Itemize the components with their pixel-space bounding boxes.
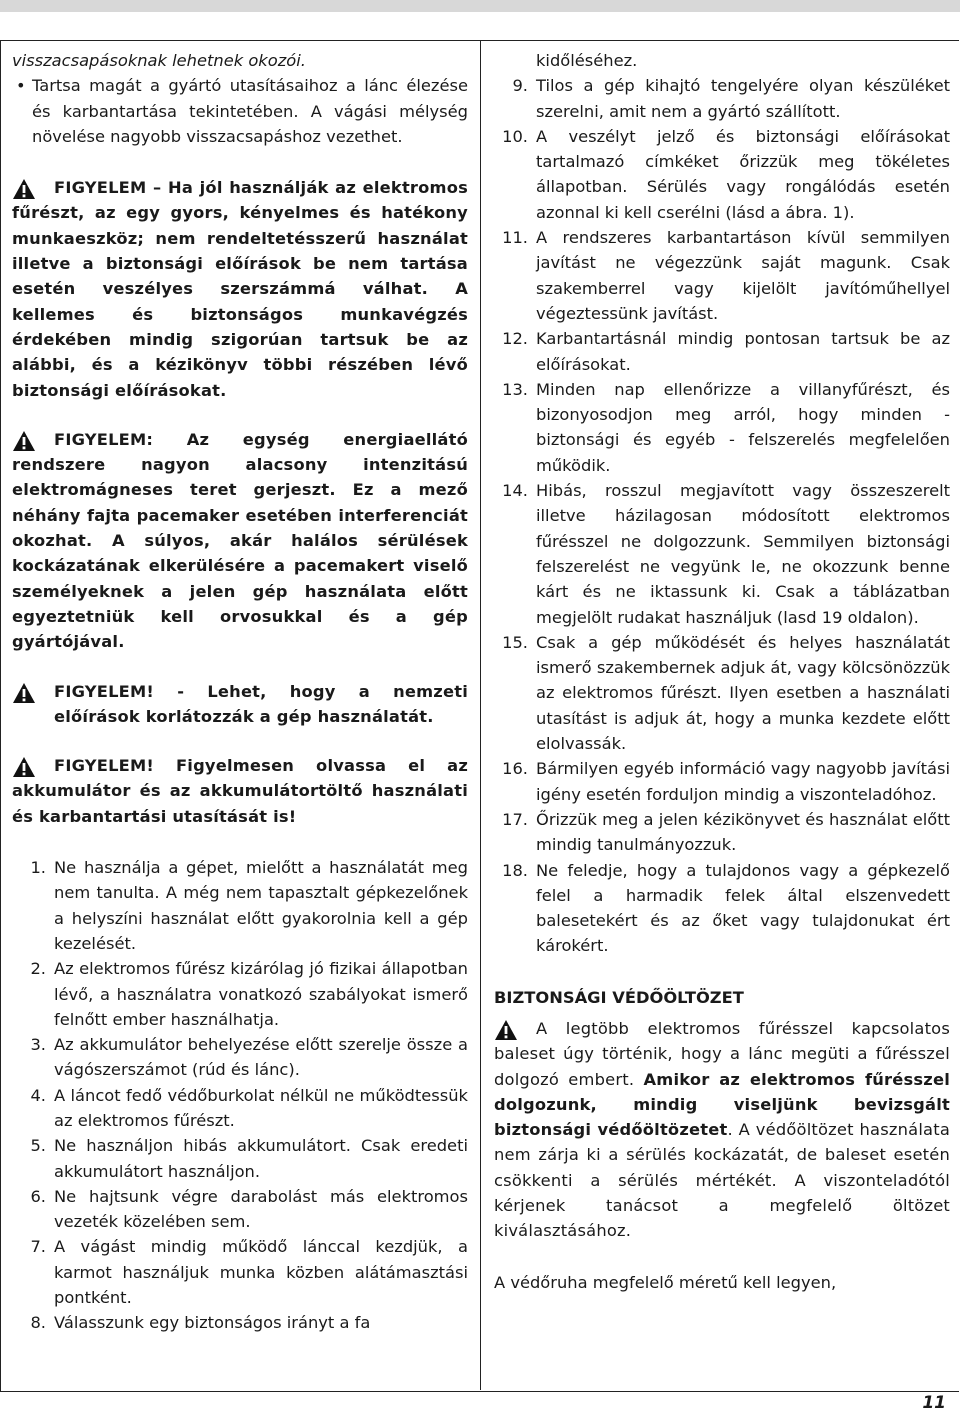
list-item bbox=[12, 1234, 468, 1310]
section-p1-normal: A legtöbb elektromos fűrésszel kapcsolatos baleset úgy történik, hogy a lánc megüti a fűrésszel dolgozó embert. bbox=[494, 1018, 950, 1089]
list-item bbox=[494, 377, 950, 478]
list-item-number: 7. bbox=[30, 1237, 46, 1257]
list-item bbox=[494, 326, 950, 377]
warning-national-rules bbox=[12, 679, 468, 730]
list-item-number: 1. bbox=[30, 858, 46, 878]
bullet-chain-sharpening: • Tartsa magát a gyártó utasításaihoz a lánc élezése és karbantartása tekintetében. A vágási mélység növelése nagyobb visszacsapáshoz vezethet. bbox=[12, 73, 468, 149]
safety-rules-list-left bbox=[12, 855, 468, 1336]
list-item-text: Őrizzük meg a jelen kézikönyvet és használat előtt mindig tanulmányozzuk. bbox=[536, 809, 950, 855]
warning-icon bbox=[12, 682, 36, 704]
section-p1-bold: Amikor az elektromos fűrésszel dolgozunk, mindig viseljünk bevizsgált biztonsági védőöltözetet bbox=[494, 1069, 951, 1140]
list-item-text: Minden nap ellenőrizze a villanyfűrészt, és bizonyosodjon meg arról, hogy minden - biztonsági és egyéb - felszerelés megfelelően működik. bbox=[536, 379, 950, 475]
list-item-number: 10. bbox=[502, 126, 528, 146]
list-item-text: Ne használja a gépet, mielőtt a használatát meg nem tanulta. A még nem tapasztalt gépkezelőnek a helyszíni használat előtt gyakorolnia kell a gép kezelését. bbox=[54, 858, 468, 953]
list-item bbox=[12, 1133, 468, 1184]
list-item-number: 15. bbox=[502, 632, 528, 652]
list-item-number: 3. bbox=[30, 1035, 46, 1055]
list-item bbox=[494, 630, 950, 756]
warning-general-text: FIGYELEM – Ha jól használják az elektromos fűrészt, az egy gyors, kényelmes és hatékony munkaeszköz; nem rendeltetésszerű használat illetve a biztonsági előírások be nem tartása esetén veszélyes szerszámmá válhat. A kellemes és biztonságos munkavégzés érdekében mindig szigorúan tartsuk be az alábbi, és a kézikönyv többi részében lévő biztonsági előírásokat. bbox=[12, 178, 468, 400]
list-item bbox=[494, 73, 950, 124]
list-item bbox=[494, 478, 950, 630]
list-item-text: Karbantartásnál mindig pontosan tartsuk be az előírásokat. bbox=[536, 329, 950, 374]
list-item-number: 11. bbox=[502, 228, 528, 248]
list-item-text: Az akkumulátor behelyezése előtt szerelje össze a vágószerszámot (rúd és lánc). bbox=[54, 1035, 468, 1080]
list-item bbox=[12, 956, 468, 1032]
list-item bbox=[12, 1032, 468, 1083]
list-item-text: Az elektromos fűrész kizárólag jó fizikai állapotban lévő, a használatra vonatkozó szabályokat ismerő felnőtt ember használhatja. bbox=[54, 959, 468, 1029]
list-continuation: kidőléséhez. bbox=[536, 51, 638, 70]
list-item-number: 14. bbox=[502, 481, 528, 501]
list-item-text: Tilos a gép kihajtó tengelyére olyan készüléket szerelni, amit nem a gyártó szállított. bbox=[536, 76, 950, 121]
warning-pacemaker bbox=[12, 427, 468, 655]
list-item-text: Ne hajtsunk végre darabolást más elektromos vezeték közelében sem. bbox=[54, 1186, 468, 1232]
list-item bbox=[12, 1310, 468, 1335]
section-p1-tail: . A védőöltözet használata nem zárja ki a sérülés kockázatát, de baleset esetén csökkenti a sérülés mértékét. A viszonteladótól kérjenek tanácsot a megfelelő öltözet kiválasztásához. bbox=[494, 1120, 950, 1241]
warning-pacemaker-text: FIGYELEM: Az egység energiaellátó rendszere nagyon alacsony intenzitású elektromágneses teret gerjeszt. Ez a mező néhány fajta pacemaker esetében interferenciát okozhat. A súlyos, akár halálos sérülések kockázatának elkerülésére a pacemakert viselő személyeknek a jelen gép használata előtt egyeztetniük kell orvosukkal és a gép gyártójával. bbox=[12, 429, 468, 652]
list-item-text: A rendszeres karbantartáson kívül semmilyen javítást ne végezzünk saját magunk. Csak szakemberrel vagy kijelölt javítóműhellyel végeztessünk javítást. bbox=[536, 228, 950, 323]
warning-general bbox=[12, 175, 468, 403]
list-item-text: Ne feledje, hogy a tulajdonos vagy a gépkezelő felel a harmadik felek által elszenvedett balesetekért és az őket vagy tulajdonukat ért károkért. bbox=[536, 860, 950, 956]
page-number: 11 bbox=[922, 1393, 946, 1413]
warning-icon bbox=[12, 430, 36, 452]
list-item-text: A veszélyt jelző és biztonsági előírásokat tartalmazó címkéket őrizzük meg tökéletes állapotban. Sérülés vagy rongálódás esetén azonnal ki kell cserélni (lásd a ábra. 1). bbox=[536, 126, 950, 222]
list-item-text: A láncot fedő védőburkolat nélkül ne működtessük az elektromos fűrészt. bbox=[54, 1085, 468, 1130]
list-item bbox=[12, 855, 468, 956]
list-item bbox=[12, 1083, 468, 1134]
intro-tail: visszacsapásoknak lehetnek okozói. bbox=[12, 51, 306, 70]
list-item-text: Bármilyen egyéb információ vagy nagyobb javítási igény esetén forduljon mindig a viszonteladóhoz. bbox=[536, 759, 950, 804]
list-item-number: 16. bbox=[502, 759, 528, 779]
list-item bbox=[494, 807, 950, 858]
list-item bbox=[494, 858, 950, 959]
list-item-number: 2. bbox=[30, 959, 46, 979]
warning-icon bbox=[12, 178, 36, 200]
section-paragraph-1 bbox=[494, 1016, 950, 1244]
column-divider bbox=[480, 40, 481, 1390]
list-item-number: 4. bbox=[30, 1085, 46, 1105]
warning-icon bbox=[12, 756, 36, 778]
left-column bbox=[12, 48, 468, 1336]
list-item-number: 17. bbox=[502, 809, 528, 829]
list-item-text: Ne használjon hibás akkumulátort. Csak eredeti akkumulátort használjon. bbox=[54, 1136, 468, 1181]
list-item-number: 9. bbox=[512, 76, 528, 96]
section-heading: BIZTONSÁGI VÉDŐÖLTÖZET bbox=[494, 987, 744, 1007]
top-bar bbox=[0, 0, 960, 12]
warning-battery-manual bbox=[12, 753, 468, 829]
list-item-text: Válasszunk egy biztonságos irányt a fa bbox=[54, 1313, 371, 1333]
list-item-text: Hibás, rosszul megjavított vagy összeszerelt illetve házilagosan módosított elektromos fűrésszel ne dolgozzunk. Semmilyen biztonsági felszerelést ne vegyünk le, ne okozzunk benne kárt és ne iktassunk ki. Csak a táblázatban megjelölt rudakat használjuk (lasd 19 oldalon). bbox=[536, 481, 950, 627]
warning-national-rules-text: FIGYELEM! - Lehet, hogy a nemzeti előírások korlátozzák a gép használatát. bbox=[54, 681, 468, 726]
list-item-text: Csak a gép működését és helyes használatát ismerő szakembernek adjuk át, vagy kölcsönözzük az elektromos fűrészt. Ilyen esetben a használati utasítást is adjuk át, hogy a munka kezdete előtt elolvassák. bbox=[536, 632, 950, 754]
list-item-text: A vágást mindig működő lánccal kezdjük, a karmot használjuk munka közben alátámasztási pontként. bbox=[54, 1237, 468, 1308]
list-item-number: 18. bbox=[502, 860, 528, 880]
list-item bbox=[12, 1184, 468, 1235]
section-paragraph-2: A védőruha megfelelő méretű kell legyen, bbox=[494, 1272, 837, 1292]
list-item bbox=[494, 756, 950, 807]
warning-battery-manual-text: FIGYELEM! Figyelmesen olvassa el az akkumulátor és az akkumulátortöltő használati és karbantartási utasítását is! bbox=[12, 756, 468, 826]
warning-icon bbox=[494, 1019, 518, 1041]
right-column bbox=[494, 48, 950, 1295]
list-item-number: 5. bbox=[30, 1136, 46, 1156]
list-item-number: 6. bbox=[30, 1186, 46, 1206]
list-item bbox=[494, 124, 950, 225]
list-item-number: 12. bbox=[502, 329, 528, 349]
list-item bbox=[494, 225, 950, 326]
list-item-number: 8. bbox=[30, 1313, 46, 1333]
list-item-number: 13. bbox=[502, 379, 528, 399]
section-paragraph-1-text bbox=[494, 1016, 950, 1244]
safety-rules-list-right bbox=[494, 73, 950, 958]
